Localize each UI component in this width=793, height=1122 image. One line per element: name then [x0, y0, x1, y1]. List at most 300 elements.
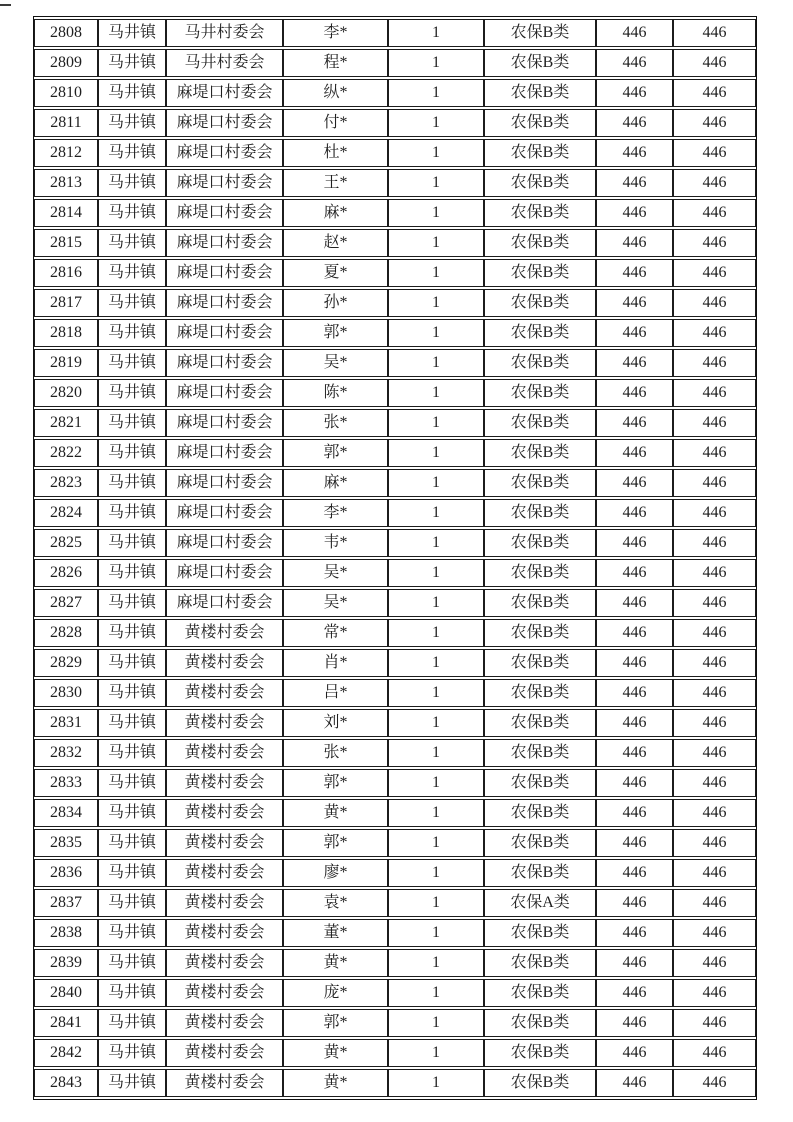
cell-town: 马井镇 — [98, 1039, 166, 1067]
cell-insurance-category: 农保B类 — [484, 529, 596, 557]
cell-person-name: 郭* — [283, 769, 388, 797]
cell-amount-1: 446 — [596, 19, 673, 47]
cell-row-number: 2820 — [34, 379, 98, 407]
cell-person-name: 陈* — [283, 379, 388, 407]
cell-amount-1: 446 — [596, 979, 673, 1007]
table-row — [34, 739, 756, 767]
cell-village-committee: 麻堤口村委会 — [166, 559, 283, 587]
cell-amount-2: 446 — [673, 439, 756, 467]
cell-amount-1: 446 — [596, 859, 673, 887]
cell-town: 马井镇 — [98, 229, 166, 257]
cell-row-number: 2835 — [34, 829, 98, 857]
table-row — [34, 229, 756, 257]
cell-count: 1 — [388, 349, 484, 377]
cell-amount-1: 446 — [596, 679, 673, 707]
cell-amount-2: 446 — [673, 199, 756, 227]
cell-count: 1 — [388, 319, 484, 347]
table-row — [34, 949, 756, 977]
cell-count: 1 — [388, 439, 484, 467]
cell-town: 马井镇 — [98, 709, 166, 737]
cell-town: 马井镇 — [98, 499, 166, 527]
cell-row-number: 2819 — [34, 349, 98, 377]
cell-amount-1: 446 — [596, 349, 673, 377]
cell-person-name: 郭* — [283, 439, 388, 467]
cell-village-committee: 黄楼村委会 — [166, 1069, 283, 1097]
cell-count: 1 — [388, 679, 484, 707]
cell-village-committee: 麻堤口村委会 — [166, 439, 283, 467]
cell-village-committee: 黄楼村委会 — [166, 679, 283, 707]
cell-insurance-category: 农保B类 — [484, 1009, 596, 1037]
cell-insurance-category: 农保B类 — [484, 949, 596, 977]
cell-insurance-category: 农保B类 — [484, 409, 596, 437]
cell-insurance-category: 农保B类 — [484, 859, 596, 887]
table-row — [34, 139, 756, 167]
table-row — [34, 799, 756, 827]
cell-person-name: 麻* — [283, 199, 388, 227]
table-row — [34, 1009, 756, 1037]
cell-village-committee: 黄楼村委会 — [166, 769, 283, 797]
cell-person-name: 麻* — [283, 469, 388, 497]
cell-village-committee: 麻堤口村委会 — [166, 349, 283, 377]
cell-town: 马井镇 — [98, 319, 166, 347]
cell-insurance-category: 农保B类 — [484, 1039, 596, 1067]
table-row — [34, 499, 756, 527]
cell-count: 1 — [388, 1009, 484, 1037]
cell-count: 1 — [388, 169, 484, 197]
cell-amount-1: 446 — [596, 739, 673, 767]
cell-insurance-category: 农保B类 — [484, 1069, 596, 1097]
cell-person-name: 付* — [283, 109, 388, 137]
table-row — [34, 289, 756, 317]
cell-town: 马井镇 — [98, 169, 166, 197]
cell-insurance-category: 农保B类 — [484, 139, 596, 167]
cell-town: 马井镇 — [98, 529, 166, 557]
cell-person-name: 孙* — [283, 289, 388, 317]
cell-person-name: 廖* — [283, 859, 388, 887]
table-row — [34, 109, 756, 137]
table-row — [34, 199, 756, 227]
table-row — [34, 829, 756, 857]
cell-village-committee: 黄楼村委会 — [166, 739, 283, 767]
cell-amount-2: 446 — [673, 349, 756, 377]
cell-amount-1: 446 — [596, 79, 673, 107]
cell-row-number: 2829 — [34, 649, 98, 677]
cell-town: 马井镇 — [98, 469, 166, 497]
cell-village-committee: 黄楼村委会 — [166, 949, 283, 977]
cell-person-name: 纵* — [283, 79, 388, 107]
cell-person-name: 黄* — [283, 949, 388, 977]
cell-town: 马井镇 — [98, 949, 166, 977]
cell-amount-2: 446 — [673, 589, 756, 617]
cell-insurance-category: 农保B类 — [484, 349, 596, 377]
cell-row-number: 2841 — [34, 1009, 98, 1037]
cell-village-committee: 黄楼村委会 — [166, 1009, 283, 1037]
cell-count: 1 — [388, 259, 484, 287]
cell-row-number: 2832 — [34, 739, 98, 767]
cell-village-committee: 黄楼村委会 — [166, 919, 283, 947]
cell-insurance-category: 农保B类 — [484, 559, 596, 587]
cell-insurance-category: 农保B类 — [484, 109, 596, 137]
cell-amount-2: 446 — [673, 559, 756, 587]
cell-count: 1 — [388, 739, 484, 767]
table-row — [34, 859, 756, 887]
table-row — [34, 919, 756, 947]
table-row — [34, 559, 756, 587]
cell-town: 马井镇 — [98, 199, 166, 227]
cell-insurance-category: 农保B类 — [484, 319, 596, 347]
cell-amount-2: 446 — [673, 529, 756, 557]
table-row — [34, 409, 756, 437]
cell-amount-1: 446 — [596, 559, 673, 587]
cell-village-committee: 黄楼村委会 — [166, 829, 283, 857]
table-row — [34, 169, 756, 197]
cell-town: 马井镇 — [98, 79, 166, 107]
cell-town: 马井镇 — [98, 679, 166, 707]
cell-person-name: 夏* — [283, 259, 388, 287]
cell-count: 1 — [388, 289, 484, 317]
cell-amount-2: 446 — [673, 979, 756, 1007]
cell-village-committee: 黄楼村委会 — [166, 619, 283, 647]
cell-village-committee: 黄楼村委会 — [166, 889, 283, 917]
cell-count: 1 — [388, 469, 484, 497]
cell-row-number: 2839 — [34, 949, 98, 977]
cell-amount-2: 446 — [673, 379, 756, 407]
cell-count: 1 — [388, 409, 484, 437]
cell-count: 1 — [388, 49, 484, 77]
table-row — [34, 1039, 756, 1067]
cell-amount-2: 446 — [673, 469, 756, 497]
cell-amount-2: 446 — [673, 619, 756, 647]
cell-row-number: 2834 — [34, 799, 98, 827]
cell-amount-2: 446 — [673, 19, 756, 47]
cell-amount-2: 446 — [673, 739, 756, 767]
cell-amount-2: 446 — [673, 649, 756, 677]
cell-amount-1: 446 — [596, 439, 673, 467]
cell-town: 马井镇 — [98, 769, 166, 797]
table-row — [34, 1069, 756, 1097]
cell-row-number: 2830 — [34, 679, 98, 707]
cell-insurance-category: 农保B类 — [484, 739, 596, 767]
cell-amount-1: 446 — [596, 469, 673, 497]
cell-town: 马井镇 — [98, 49, 166, 77]
cell-amount-2: 446 — [673, 409, 756, 437]
cell-amount-1: 446 — [596, 409, 673, 437]
cell-amount-2: 446 — [673, 1039, 756, 1067]
cell-count: 1 — [388, 589, 484, 617]
table-row — [34, 379, 756, 407]
cell-row-number: 2822 — [34, 439, 98, 467]
cell-amount-1: 446 — [596, 229, 673, 257]
cell-village-committee: 麻堤口村委会 — [166, 499, 283, 527]
cell-insurance-category: 农保B类 — [484, 619, 596, 647]
cell-amount-2: 446 — [673, 769, 756, 797]
cell-village-committee: 麻堤口村委会 — [166, 409, 283, 437]
cell-row-number: 2821 — [34, 409, 98, 437]
table-row — [34, 709, 756, 737]
cell-amount-2: 446 — [673, 79, 756, 107]
cell-amount-2: 446 — [673, 499, 756, 527]
cell-amount-1: 446 — [596, 949, 673, 977]
cell-amount-1: 446 — [596, 169, 673, 197]
cell-insurance-category: 农保B类 — [484, 79, 596, 107]
cell-amount-2: 446 — [673, 169, 756, 197]
cell-row-number: 2833 — [34, 769, 98, 797]
table-row — [34, 649, 756, 677]
cell-row-number: 2837 — [34, 889, 98, 917]
cell-person-name: 袁* — [283, 889, 388, 917]
cell-town: 马井镇 — [98, 379, 166, 407]
cell-row-number: 2814 — [34, 199, 98, 227]
cell-amount-1: 446 — [596, 649, 673, 677]
cell-insurance-category: 农保B类 — [484, 679, 596, 707]
cell-amount-2: 446 — [673, 319, 756, 347]
cell-person-name: 黄* — [283, 799, 388, 827]
cell-village-committee: 黄楼村委会 — [166, 859, 283, 887]
cell-person-name: 黄* — [283, 1069, 388, 1097]
cell-town: 马井镇 — [98, 1009, 166, 1037]
cell-town: 马井镇 — [98, 139, 166, 167]
cell-person-name: 韦* — [283, 529, 388, 557]
cell-amount-1: 446 — [596, 1069, 673, 1097]
cell-village-committee: 黄楼村委会 — [166, 709, 283, 737]
cell-person-name: 刘* — [283, 709, 388, 737]
cell-village-committee: 麻堤口村委会 — [166, 79, 283, 107]
table-row — [34, 319, 756, 347]
cell-village-committee: 麻堤口村委会 — [166, 169, 283, 197]
cell-insurance-category: 农保B类 — [484, 49, 596, 77]
cell-count: 1 — [388, 799, 484, 827]
cell-person-name: 张* — [283, 739, 388, 767]
table-row — [34, 769, 756, 797]
cell-village-committee: 麻堤口村委会 — [166, 379, 283, 407]
cell-insurance-category: 农保A类 — [484, 889, 596, 917]
cell-village-committee: 黄楼村委会 — [166, 1039, 283, 1067]
cell-row-number: 2811 — [34, 109, 98, 137]
cell-amount-1: 446 — [596, 499, 673, 527]
cell-row-number: 2828 — [34, 619, 98, 647]
cell-village-committee: 麻堤口村委会 — [166, 139, 283, 167]
cell-village-committee: 麻堤口村委会 — [166, 529, 283, 557]
cell-row-number: 2831 — [34, 709, 98, 737]
cell-amount-2: 446 — [673, 709, 756, 737]
cell-town: 马井镇 — [98, 289, 166, 317]
cell-village-committee: 麻堤口村委会 — [166, 289, 283, 317]
cell-count: 1 — [388, 379, 484, 407]
cell-count: 1 — [388, 889, 484, 917]
cell-insurance-category: 农保B类 — [484, 709, 596, 737]
cell-insurance-category: 农保B类 — [484, 469, 596, 497]
cell-amount-2: 446 — [673, 859, 756, 887]
table-row — [34, 349, 756, 377]
cell-village-committee: 麻堤口村委会 — [166, 469, 283, 497]
cell-person-name: 黄* — [283, 1039, 388, 1067]
cell-amount-1: 446 — [596, 49, 673, 77]
cell-insurance-category: 农保B类 — [484, 259, 596, 287]
cell-amount-2: 446 — [673, 109, 756, 137]
cell-village-committee: 麻堤口村委会 — [166, 259, 283, 287]
cell-amount-2: 446 — [673, 259, 756, 287]
cell-person-name: 赵* — [283, 229, 388, 257]
table-row — [34, 469, 756, 497]
table-body — [34, 19, 756, 1097]
cell-insurance-category: 农保B类 — [484, 919, 596, 947]
table-row — [34, 529, 756, 557]
table-row — [34, 49, 756, 77]
cell-town: 马井镇 — [98, 109, 166, 137]
cell-amount-1: 446 — [596, 259, 673, 287]
cell-village-committee: 麻堤口村委会 — [166, 199, 283, 227]
cell-town: 马井镇 — [98, 979, 166, 1007]
cell-amount-2: 446 — [673, 139, 756, 167]
cell-person-name: 常* — [283, 619, 388, 647]
cell-count: 1 — [388, 709, 484, 737]
cell-amount-1: 446 — [596, 1009, 673, 1037]
cell-amount-1: 446 — [596, 769, 673, 797]
cell-town: 马井镇 — [98, 259, 166, 287]
cell-amount-2: 446 — [673, 1009, 756, 1037]
cell-person-name: 吴* — [283, 559, 388, 587]
cell-amount-1: 446 — [596, 319, 673, 347]
table-row — [34, 889, 756, 917]
table-row — [34, 589, 756, 617]
cell-count: 1 — [388, 1039, 484, 1067]
cell-person-name: 李* — [283, 19, 388, 47]
cell-insurance-category: 农保B类 — [484, 439, 596, 467]
cell-amount-1: 446 — [596, 289, 673, 317]
cell-amount-1: 446 — [596, 589, 673, 617]
cell-count: 1 — [388, 1069, 484, 1097]
cell-town: 马井镇 — [98, 619, 166, 647]
cell-person-name: 杜* — [283, 139, 388, 167]
cell-amount-2: 446 — [673, 229, 756, 257]
cell-amount-1: 446 — [596, 889, 673, 917]
cell-person-name: 李* — [283, 499, 388, 527]
cell-insurance-category: 农保B类 — [484, 19, 596, 47]
cell-insurance-category: 农保B类 — [484, 979, 596, 1007]
cell-amount-1: 446 — [596, 829, 673, 857]
cell-count: 1 — [388, 229, 484, 257]
cell-row-number: 2843 — [34, 1069, 98, 1097]
cell-town: 马井镇 — [98, 889, 166, 917]
cell-town: 马井镇 — [98, 349, 166, 377]
cell-count: 1 — [388, 949, 484, 977]
cell-town: 马井镇 — [98, 1069, 166, 1097]
cell-amount-1: 446 — [596, 379, 673, 407]
cell-person-name: 董* — [283, 919, 388, 947]
cell-town: 马井镇 — [98, 19, 166, 47]
cell-amount-1: 446 — [596, 1039, 673, 1067]
cell-insurance-category: 农保B类 — [484, 499, 596, 527]
cell-amount-1: 446 — [596, 709, 673, 737]
cell-insurance-category: 农保B类 — [484, 649, 596, 677]
cell-insurance-category: 农保B类 — [484, 829, 596, 857]
cell-count: 1 — [388, 559, 484, 587]
cell-amount-2: 446 — [673, 799, 756, 827]
cell-person-name: 肖* — [283, 649, 388, 677]
cell-amount-2: 446 — [673, 49, 756, 77]
cell-row-number: 2838 — [34, 919, 98, 947]
cell-count: 1 — [388, 919, 484, 947]
cell-insurance-category: 农保B类 — [484, 379, 596, 407]
cell-town: 马井镇 — [98, 649, 166, 677]
cell-person-name: 张* — [283, 409, 388, 437]
table-row — [34, 19, 756, 47]
cell-amount-1: 446 — [596, 799, 673, 827]
cell-insurance-category: 农保B类 — [484, 229, 596, 257]
cell-amount-2: 446 — [673, 889, 756, 917]
cell-insurance-category: 农保B类 — [484, 289, 596, 317]
cell-village-committee: 麻堤口村委会 — [166, 319, 283, 347]
cell-amount-2: 446 — [673, 679, 756, 707]
cell-count: 1 — [388, 79, 484, 107]
cell-insurance-category: 农保B类 — [484, 169, 596, 197]
cell-count: 1 — [388, 829, 484, 857]
cell-amount-1: 446 — [596, 619, 673, 647]
cell-person-name: 王* — [283, 169, 388, 197]
cell-town: 马井镇 — [98, 829, 166, 857]
cell-town: 马井镇 — [98, 739, 166, 767]
cell-count: 1 — [388, 499, 484, 527]
cell-town: 马井镇 — [98, 559, 166, 587]
cell-amount-1: 446 — [596, 109, 673, 137]
cell-row-number: 2808 — [34, 19, 98, 47]
cell-village-committee: 马井村委会 — [166, 49, 283, 77]
cell-amount-2: 446 — [673, 919, 756, 947]
cell-count: 1 — [388, 769, 484, 797]
cell-village-committee: 马井村委会 — [166, 19, 283, 47]
cell-village-committee: 黄楼村委会 — [166, 649, 283, 677]
cell-town: 马井镇 — [98, 409, 166, 437]
cell-row-number: 2812 — [34, 139, 98, 167]
cell-person-name: 吕* — [283, 679, 388, 707]
cell-person-name: 郭* — [283, 1009, 388, 1037]
cell-row-number: 2823 — [34, 469, 98, 497]
cell-amount-2: 446 — [673, 1069, 756, 1097]
table-row — [34, 79, 756, 107]
cell-row-number: 2836 — [34, 859, 98, 887]
cell-village-committee: 麻堤口村委会 — [166, 229, 283, 257]
cell-village-committee: 麻堤口村委会 — [166, 109, 283, 137]
page-edge-artifact-line — [0, 4, 11, 6]
cell-person-name: 吴* — [283, 349, 388, 377]
cell-row-number: 2809 — [34, 49, 98, 77]
cell-amount-1: 446 — [596, 199, 673, 227]
cell-town: 马井镇 — [98, 859, 166, 887]
cell-row-number: 2813 — [34, 169, 98, 197]
cell-row-number: 2817 — [34, 289, 98, 317]
cell-person-name: 郭* — [283, 319, 388, 347]
cell-row-number: 2825 — [34, 529, 98, 557]
cell-row-number: 2840 — [34, 979, 98, 1007]
cell-amount-1: 446 — [596, 919, 673, 947]
cell-amount-2: 446 — [673, 949, 756, 977]
cell-row-number: 2816 — [34, 259, 98, 287]
cell-town: 马井镇 — [98, 799, 166, 827]
cell-insurance-category: 农保B类 — [484, 199, 596, 227]
cell-person-name: 程* — [283, 49, 388, 77]
cell-person-name: 郭* — [283, 829, 388, 857]
cell-count: 1 — [388, 649, 484, 677]
cell-insurance-category: 农保B类 — [484, 589, 596, 617]
cell-row-number: 2842 — [34, 1039, 98, 1067]
table-row — [34, 439, 756, 467]
cell-amount-1: 446 — [596, 139, 673, 167]
cell-count: 1 — [388, 859, 484, 887]
table-row — [34, 259, 756, 287]
cell-row-number: 2810 — [34, 79, 98, 107]
cell-town: 马井镇 — [98, 439, 166, 467]
cell-village-committee: 黄楼村委会 — [166, 799, 283, 827]
